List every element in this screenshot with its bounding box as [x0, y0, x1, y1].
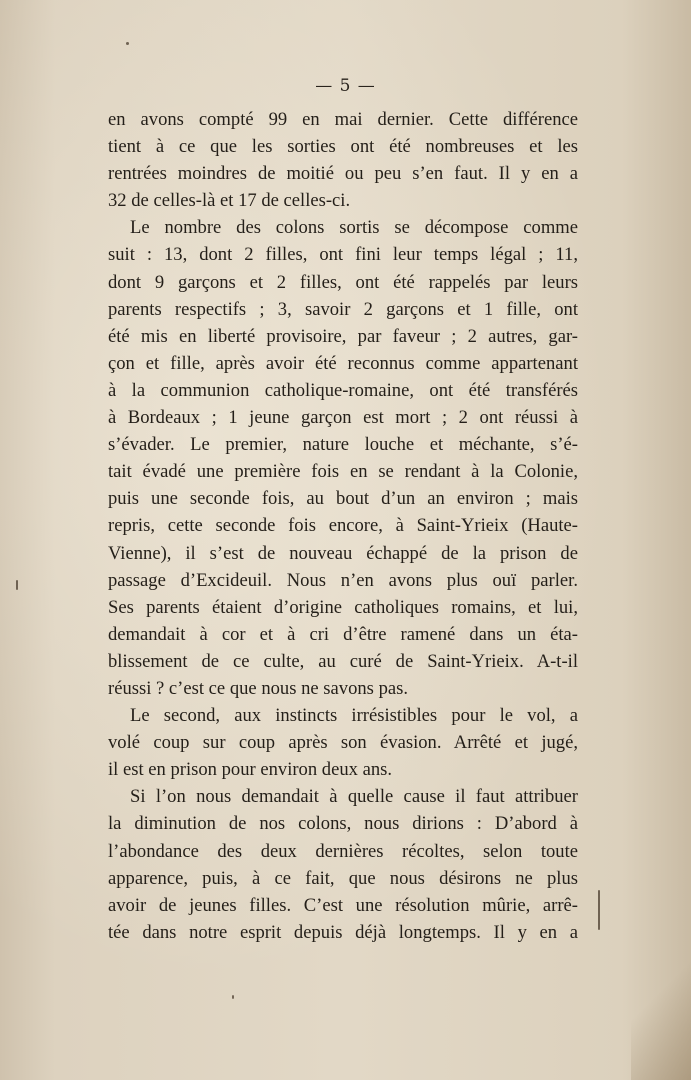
text-line: s’évader. Le premier, nature louche et méchante, s’é- [108, 434, 578, 456]
text-line: volé coup sur coup après son évasion. Arrêté et jugé, [108, 732, 578, 754]
text-line: il est en prison pour environ deux ans. [108, 759, 393, 781]
text-line: en avons compté 99 en mai dernier. Cette différence [108, 109, 578, 130]
text-line: Le second, aux instincts irrésistibles pour le vol, a [130, 705, 578, 727]
text-line: parents respectifs ; 3, savoir 2 garçons et 1 fille, ont [108, 298, 578, 320]
text-line: çon et fille, après avoir été reconnus comme appartenant [108, 352, 578, 374]
text-line: réussi ? c’est ce que nous ne savons pas. [108, 677, 408, 699]
text-line: repris, cette seconde fois encore, à Saint-Yrieix (Haute- [108, 515, 578, 537]
text-line: demandait à cor et à cri d’être ramené dans un éta- [108, 623, 578, 645]
text-line: à la communion catholique-romaine, ont été transférés [108, 379, 578, 401]
text-line: blissement de ce culte, au curé de Saint-Yrieix. A-t-il [108, 650, 578, 672]
text-line: tée dans notre esprit depuis déjà longtemps. Il y en a [108, 921, 578, 943]
text-line: Vienne), il s’est de nouveau échappé de la prison de [108, 542, 578, 564]
text-line: Si l’on nous demandait à quelle cause il faut attribuer [130, 786, 578, 808]
page-edge-shadow [631, 940, 691, 1080]
text-line: apparence, puis, à ce fait, que nous désirons ne plus [108, 867, 578, 889]
text-line: la diminution de nos colons, nous dirions : D’abord à [108, 813, 578, 835]
text-line: rentrées moindres de moitié ou peu s’en faut. Il y en a [108, 163, 578, 185]
text-line: à Bordeaux ; 1 jeune garçon est mort ; 2 ont réussi à [108, 407, 578, 429]
text-line: été mis en liberté provisoire, par faveur ; 2 autres, gar- [108, 325, 578, 347]
text-line: passage d’Excideuil. Nous n’en avons plus ouï parler. [108, 569, 578, 591]
page-number: — 5 — [315, 76, 376, 96]
text-line: suit : 13, dont 2 filles, ont fini leur temps légal ; 11, [108, 244, 578, 266]
text-line: dont 9 garçons et 2 filles, ont été rappelés par leurs [108, 271, 578, 293]
text-line: puis une seconde fois, au bout d’un an environ ; mais [108, 488, 578, 510]
body-text [108, 106, 578, 946]
text-line: Le nombre des colons sortis se décompose comme [130, 217, 578, 239]
text-line: tait évadé une première fois en se rendant à la Colonie, [108, 461, 578, 483]
text-line: avoir de jeunes filles. C’est une résolution mûrie, arrê- [108, 894, 578, 916]
text-line: Ses parents étaient d’origine catholiques romains, et lui, [108, 596, 578, 618]
text-line: tient à ce que les sorties ont été nombreuses et les [108, 136, 578, 158]
text-line: 32 de celles-là et 17 de celles-ci. [108, 190, 351, 212]
text-line: l’abondance des deux dernières récoltes, selon toute [108, 840, 578, 862]
